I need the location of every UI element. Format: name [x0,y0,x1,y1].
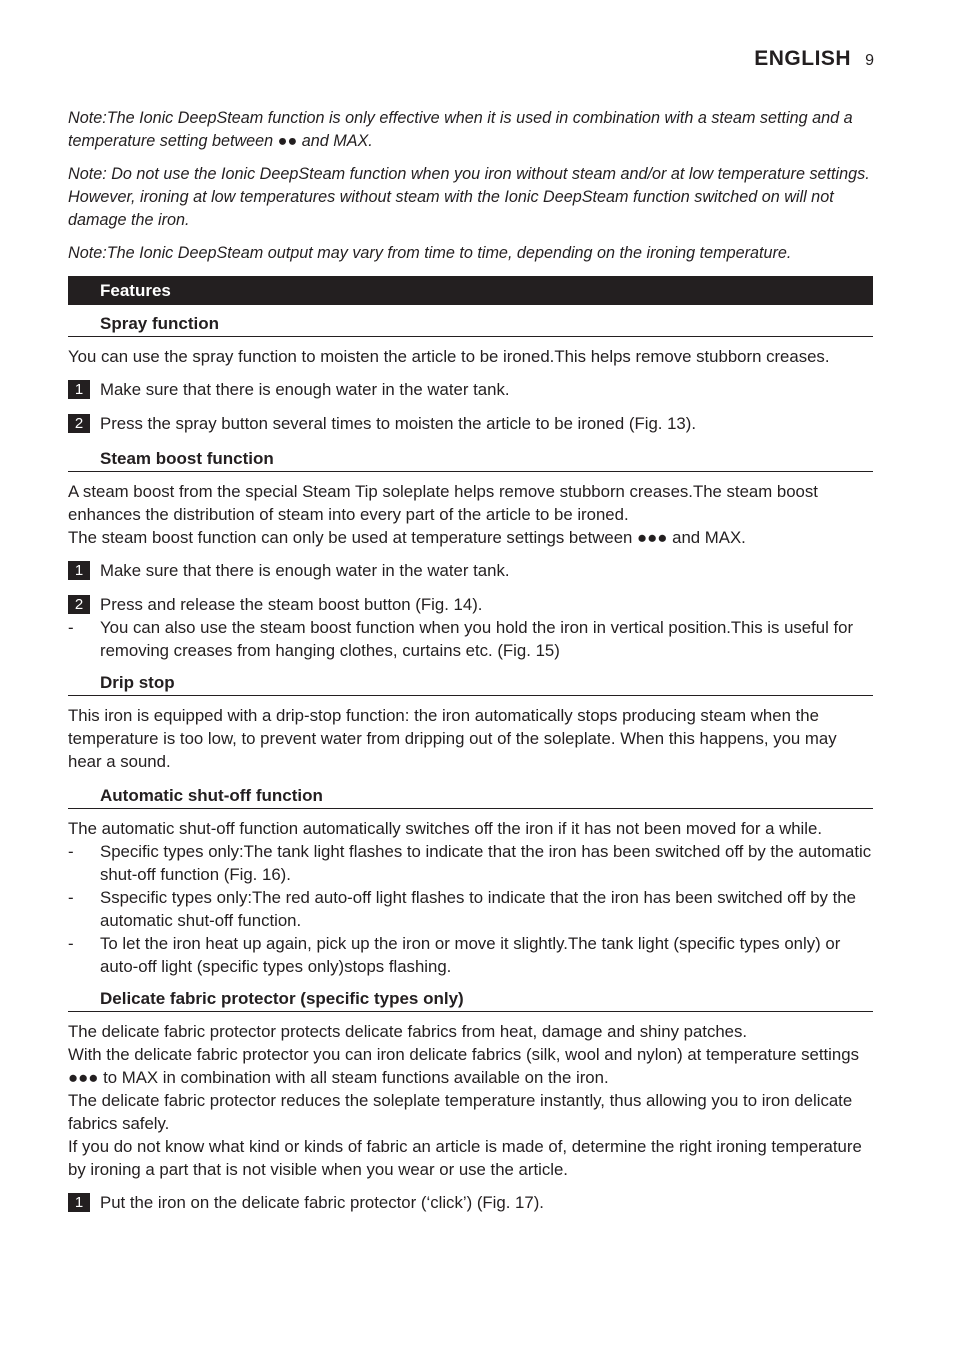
paragraph-steam-boost-intro: A steam boost from the special Steam Tip soleplate helps remove stubborn creases.The steam boost enhances the distribution of steam into every part of the article to be ironed. [68,482,818,524]
subheading-drip-stop: Drip stop [68,670,873,696]
bullet-text: Specific types only:The tank light flashes to indicate that the iron has been switched off by the automatic shut-off function (Fig. 16). [100,842,872,884]
paragraph-steam-boost-settings: The steam boost function can only be used at temperature settings between ●●● and MAX. [68,528,746,547]
bullet-text: To let the iron heat up again, pick up the iron or move it slightly.The tank light (specific types only) or auto-off light (specific types only)stops flashing. [100,934,841,976]
page-content [68,107,873,1225]
step-text: Make sure that there is enough water in the water tank. [100,380,510,399]
language-label: ENGLISH [754,47,852,70]
bullet-item [68,886,873,932]
step-item [68,378,873,401]
paragraph-drip-stop: This iron is equipped with a drip-stop function: the iron automatically stops producing steam when the temperature is too low, to prevent water from dripping out of the soleplate. When this happens, you may hear a sound. [68,706,837,771]
bullet-dash: - [68,842,74,861]
paragraph-auto-shutoff-intro: The automatic shut-off function automatically switches off the iron if it has not been moved for a while. [68,819,823,838]
note-deepsteam-output: Note:The Ionic DeepSteam output may vary from time to time, depending on the ironing temperature. [68,244,792,262]
bullet-text: You can also use the steam boost function when you hold the iron in vertical position.This is useful for removing creases from hanging clothes, curtains etc. (Fig. 15) [100,618,854,660]
step-number: 1 [68,561,90,580]
bullet-item [68,616,873,662]
step-text: Press and release the steam boost button (Fig. 14). [100,595,483,614]
step-number: 2 [68,595,90,614]
step-number: 1 [68,1193,90,1212]
paragraph-delicate-line: The delicate fabric protector protects delicate fabrics from heat, damage and shiny patches. [68,1022,748,1041]
page-header [754,47,874,71]
bullet-dash: - [68,618,74,637]
step-number: 1 [68,380,90,399]
step-item [68,593,873,616]
bullet-dash: - [68,888,74,907]
subheading-spray-function: Spray function [68,311,873,337]
step-text: Press the spray button several times to moisten the article to be ironed (Fig. 13). [100,414,697,433]
step-item [68,559,873,582]
subheading-delicate-fabric-protector: Delicate fabric protector (specific types only) [68,986,873,1012]
page-number: 9 [865,52,874,69]
paragraph-spray-intro: You can use the spray function to moisten the article to be ironed.This helps remove stubborn creases. [68,347,830,366]
bullet-item [68,932,873,978]
subheading-auto-shutoff: Automatic shut-off function [68,783,873,809]
section-heading-features: Features [68,276,873,305]
paragraph-delicate-line: The delicate fabric protector reduces the soleplate temperature instantly, thus allowing you to iron delicate fabrics safely. [68,1091,853,1133]
step-text: Put the iron on the delicate fabric protector (‘click’) (Fig. 17). [100,1193,544,1212]
bullet-dash: - [68,934,74,953]
bullet-text: Sspecific types only:The red auto-off light flashes to indicate that the iron has been switched off by the automatic shut-off function. [100,888,856,930]
subheading-steam-boost: Steam boost function [68,446,873,472]
paragraph-delicate-line: If you do not know what kind or kinds of fabric an article is made of, determine the right ironing temperature by ironing a part that is not visible when you wear or use the article. [68,1137,862,1179]
step-item [68,412,873,435]
step-text: Make sure that there is enough water in the water tank. [100,561,510,580]
paragraph-delicate-line: With the delicate fabric protector you can iron delicate fabrics (silk, wool and nylon) at temperature settings ●●● to MAX in combination with all steam functions available on the iron. [68,1045,859,1087]
step-number: 2 [68,414,90,433]
step-item [68,1191,873,1214]
bullet-item [68,840,873,886]
note-deepsteam-effective: Note:The Ionic DeepSteam function is only effective when it is used in combination with a steam setting and a temperature setting between ●● and MAX. [68,109,853,150]
note-deepsteam-low-temp: Note: Do not use the Ionic DeepSteam function when you iron without steam and/or at low temperature settings. However, ironing at low temperatures without steam with the Ionic DeepSteam function switched on will not damage the iron. [68,165,870,229]
